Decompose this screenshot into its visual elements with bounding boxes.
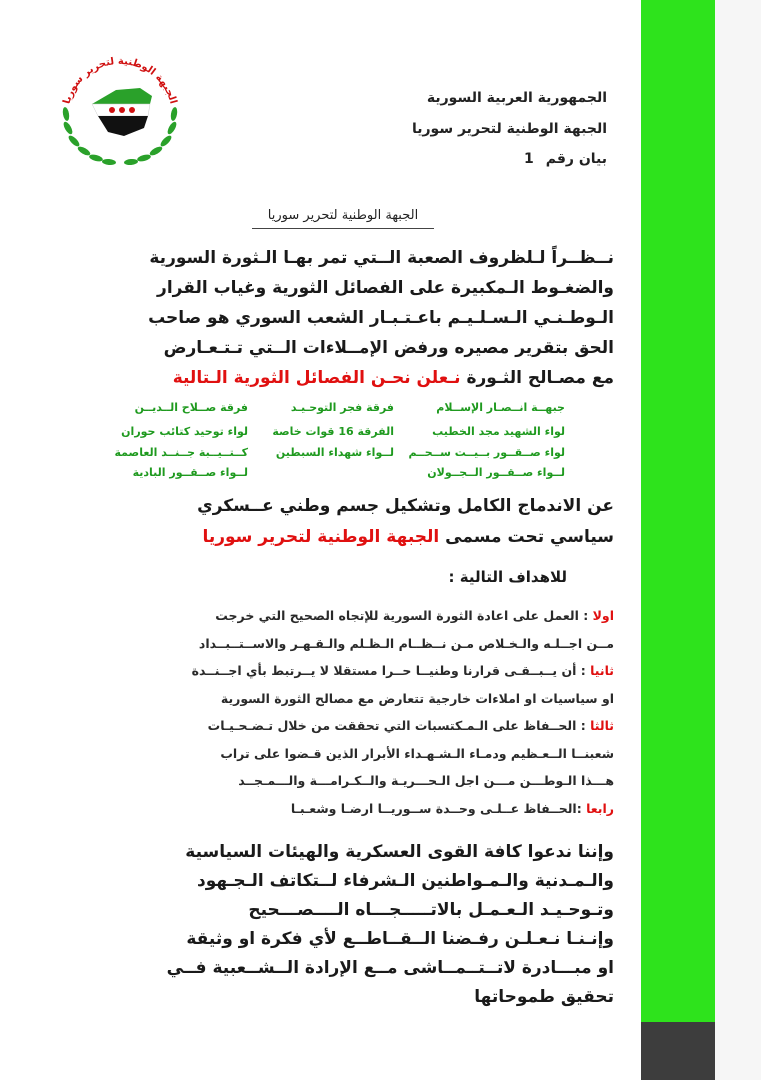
- syria-map-flag-icon: [92, 88, 152, 136]
- faction-item: كــتــيــبة جــنــد العاصمة: [114, 446, 248, 459]
- intro-last-line: [118, 363, 614, 393]
- goal-label: ثالثا: [590, 718, 614, 733]
- statement-number-line: [524, 151, 607, 167]
- intro-last-text: مع مصـالح الثـورة: [460, 368, 614, 388]
- goal-line: [118, 795, 614, 823]
- goals-heading: للاهداف التالية :: [448, 568, 567, 586]
- merger-line: عن الاندماج الكامل وتشكيل جسم وطني عــسكري: [197, 496, 614, 516]
- front-logo: [54, 52, 186, 172]
- faction-item: الفرقة 16 قوات خاصة: [272, 425, 394, 438]
- faction-item: لواء توحيد كتائب حوران: [121, 425, 248, 438]
- intro-line: نــظــراً لـلظروف الصعبة الــتي تمر بهـا الـثورة السورية: [149, 248, 614, 268]
- goal-text: : الحــفاظ على الـمـكتسبات التي تحققت من خلال تـضـحـيـات: [207, 718, 591, 733]
- intro-paragraph: [118, 243, 614, 393]
- goal-text: : العمل على اعادة الثورة السورية للإتجاه الصحيح التي خرجت: [215, 608, 593, 623]
- faction-item: جبهــة انــصـار الإســلام: [436, 401, 565, 414]
- faction-item: فرقة صــلاح الــديــن: [134, 401, 248, 414]
- goal-line: [118, 602, 614, 630]
- closing-line: وتـوحـيـد الـعـمـل بالاتـــــجـــاه الــــصـــحيح: [248, 900, 614, 920]
- faction-item: لواء الشهيد مجد الخطيب: [432, 425, 565, 438]
- goal-label: ثانيا: [590, 663, 614, 678]
- merger-line: [118, 522, 614, 553]
- faction-item: لــواء شهداء السبطين: [275, 446, 394, 459]
- document-title: الجبهة الوطنية لتحرير سوريا: [267, 208, 419, 223]
- goal-label: اولا: [592, 608, 614, 623]
- goal-text: : أن يــبــقـى قرارنا وطنيــا حــرا مستقلا لا يــرتبط بأي اجــنــدة: [191, 663, 591, 678]
- front-heading: الجبهة الوطنية لتحرير سوريا: [411, 121, 607, 137]
- goal-line: هـــذا الـوطـــن مـــن اجل الـحـــريـة والــكـرامـــة والـــمـجــد: [238, 773, 614, 788]
- goal-line: او سياسيات او املاءات خارجية تتعارض مع مصالح الثورة السورية: [220, 690, 614, 706]
- statement-label: بيان رقم: [545, 151, 607, 167]
- dark-side-stripe: [641, 1022, 715, 1080]
- white-side-margin: [715, 0, 761, 1080]
- merger-text: سياسي تحت مسمى: [439, 527, 614, 547]
- closing-line: وإنـنـا نـعـلـن رفـضنا الــقــاطــع لأي فكرة او وثيقة: [186, 929, 614, 949]
- intro-highlight: نـعلن نحـن الفصائل الثورية الـتالية: [172, 368, 461, 388]
- closing-line: والـمـدنية والـمـواطنين الـشرفاء لــتكاتف الـجـهود: [196, 871, 614, 891]
- closing-line: وإننا ندعوا كافة القوى العسكرية والهيئات السياسية: [185, 842, 614, 862]
- goal-line: [118, 712, 614, 740]
- statement-number: 1: [523, 151, 534, 167]
- intro-line: والضغـوط الـمكبيرة على الفصائل الثورية وغياب القرار: [157, 278, 614, 298]
- faction-item: لــواء صــقــور البادية: [132, 466, 248, 479]
- goals-list: [118, 602, 614, 822]
- green-side-stripe: [641, 0, 715, 1022]
- republic-heading: الجمهورية العربية السورية: [426, 90, 607, 106]
- faction-item: لــواء صــقــور الــجــولان: [427, 466, 565, 479]
- intro-line: الـوطـنـي الـسـلـيـم باعـتـبـار الشعب السوري هو صاحب: [148, 308, 614, 328]
- title-underline: [252, 228, 434, 229]
- intro-line: الحق بتقرير مصيره ورفض الإمــلاءات الــتي تـتـعـارض: [163, 338, 614, 358]
- goal-text: :الحــفاظ عــلـى وحــدة ســوريــا ارضـا وشعـبـا: [290, 800, 587, 816]
- faction-item: لواء صــقــور بــيــت ســحــم: [408, 446, 565, 459]
- goal-line: [118, 657, 614, 685]
- merger-paragraph: [118, 491, 614, 553]
- closing-line: او مبـــادرة لاتــتــمــاشى مــع الإرادة الــشــعبية فــي: [166, 958, 614, 978]
- closing-line: تحقيق طموحاتها: [474, 987, 614, 1007]
- goal-label: رابعا: [586, 800, 614, 816]
- goal-line: مــن اجــلـه والـخـلاص مـن نــظــام الـظـلم والـقـهـر والاســتــبــداد: [198, 635, 614, 651]
- svg-text:الجبهة الوطنية لتحرير سوريا: الجبهة الوطنية لتحرير سوريا: [61, 55, 179, 106]
- goal-line: شعبنــا الــعـظيم ودمـاء الـشـهـداء الأبرار الذين قـضوا على تراب: [220, 745, 614, 761]
- closing-paragraph: [118, 838, 614, 1012]
- faction-item: فرقة فجر التوحـيـد: [290, 401, 394, 414]
- front-name-highlight: الجبهة الوطنية لتحرير سوريا: [202, 527, 440, 547]
